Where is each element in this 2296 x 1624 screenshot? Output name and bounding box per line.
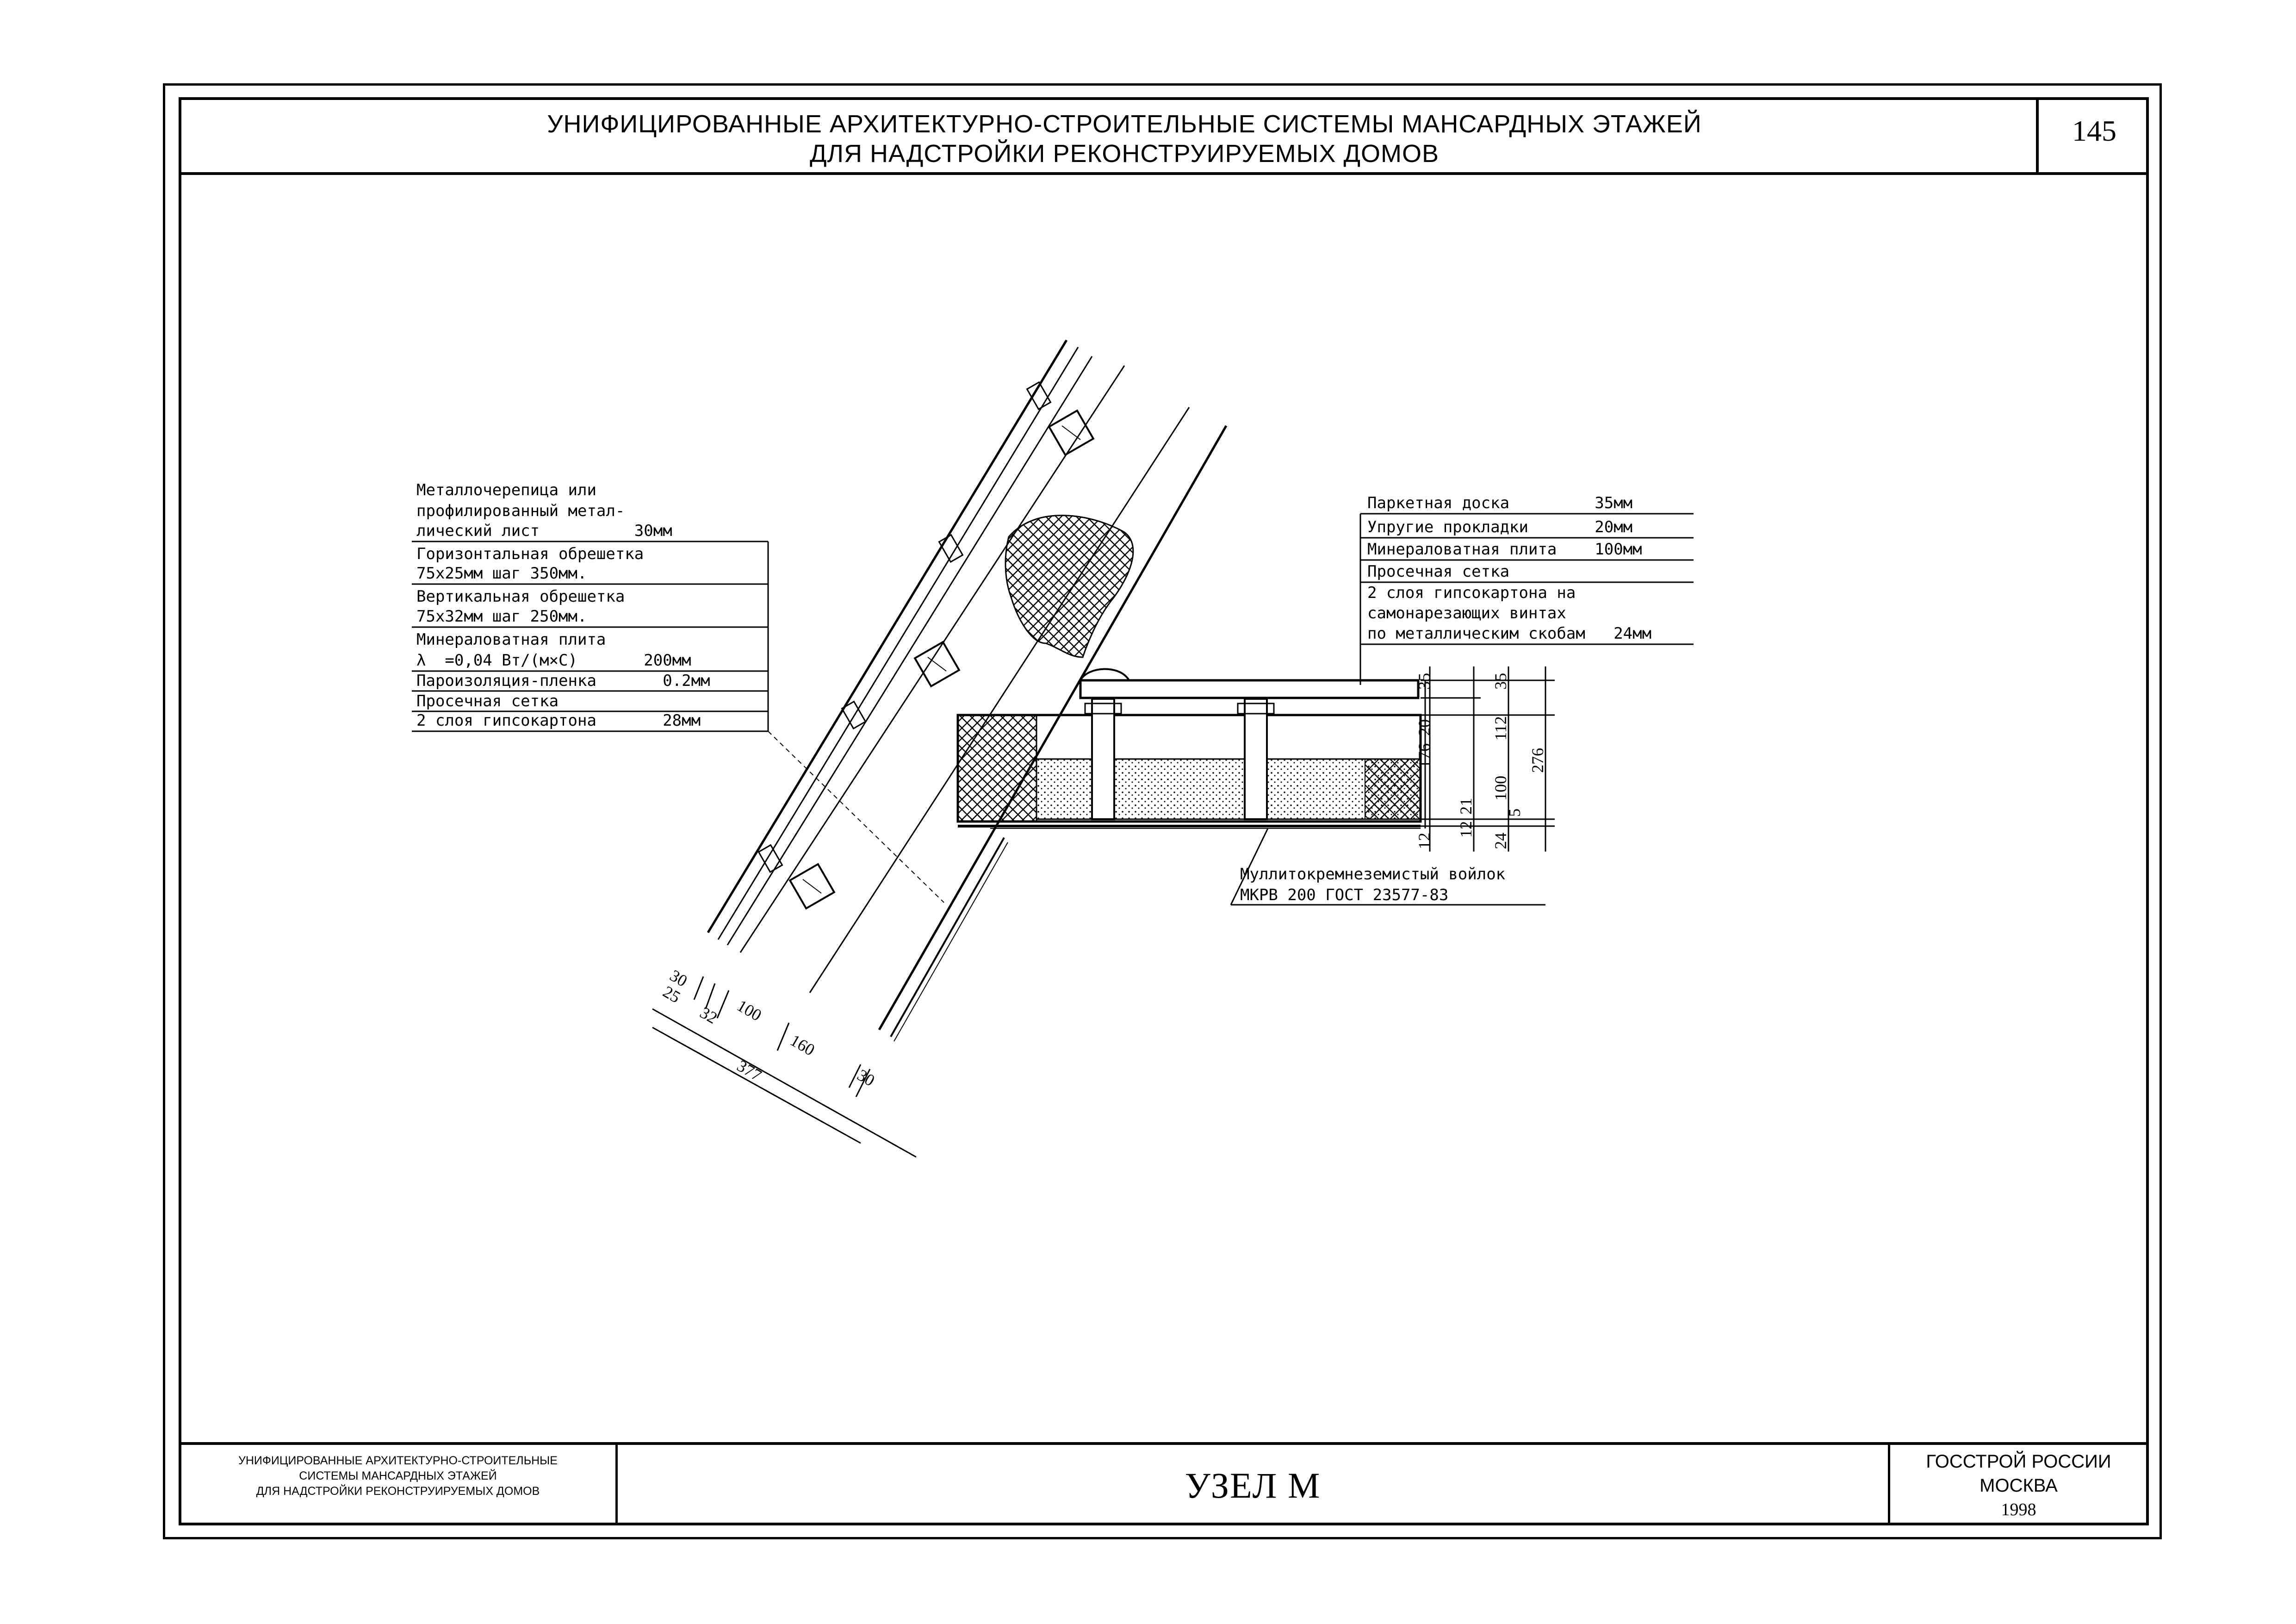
dim-35a: 35 (1415, 673, 1433, 690)
dim-5: 5 (1505, 809, 1524, 817)
roof-dimension-text (660, 966, 878, 1090)
floor-joist-2 (1245, 699, 1267, 819)
purlin-1 (1049, 411, 1093, 455)
floor-layer-1: Упругие прокладки 20мм (1367, 518, 1633, 536)
roof-line-1 (708, 340, 1067, 933)
dim-276: 276 (1528, 748, 1547, 773)
floor-layer-6: по металлическим скобам 24мм (1367, 624, 1652, 643)
dim-12a: 12 (1415, 833, 1433, 849)
parquet-board (1080, 680, 1418, 698)
roof-layer-5: Вертикальная обрешетка (416, 587, 625, 606)
footer-series-title (185, 1453, 611, 1499)
dim-377: 377 (734, 1056, 765, 1085)
floor-edge-insulation (958, 715, 1036, 821)
floor-layer-4: 2 слоя гипсокартона на (1367, 584, 1576, 602)
drawing-name: УЗЕЛ М (1185, 1465, 1321, 1506)
dim-24: 24 (1491, 833, 1510, 849)
dim-160: 160 (787, 1031, 818, 1059)
dim-25: 25 (660, 982, 684, 1007)
roof-layer-7: Минераловатная плита (416, 630, 606, 649)
footer-organization (1890, 1450, 2147, 1522)
year: 1998 (2001, 1500, 2036, 1519)
footer-divider (179, 1442, 2149, 1445)
roof-line-2 (718, 347, 1078, 940)
dim-100-roof: 100 (734, 996, 765, 1025)
page-number: 145 (2072, 114, 2116, 147)
dim-35b: 35 (1491, 673, 1510, 690)
roof-layer-8: λ =0,04 Вт/(м×С) 200мм (416, 651, 691, 670)
purlin-2 (915, 642, 959, 686)
footer-left-line-2: СИСТЕМЫ МАНСАРДНЫХ ЭТАЖЕЙ (299, 1469, 497, 1482)
roof-layer-3: Горизонтальная обрешетка (416, 545, 644, 563)
floor-layer-0: Паркетная доска 35мм (1367, 494, 1633, 512)
roof-line-5 (810, 407, 1189, 993)
roof-layer-11: 2 слоя гипсокартона 28мм (416, 711, 701, 730)
floor-label-text (1367, 494, 1651, 643)
dim-21: 21 (1457, 798, 1475, 815)
dim-30b: 30 (854, 1065, 878, 1090)
dim-176: 176 (1415, 743, 1433, 768)
floor-section (958, 669, 1425, 828)
roof-layer-2: лический лист 30мм (416, 522, 672, 540)
roof-layer-0: Металлочерепица или (416, 481, 596, 499)
roof-insulation-break (1005, 516, 1133, 657)
floor-layer-3: Просечная сетка (1367, 562, 1510, 581)
floor-joist-1 (1092, 699, 1114, 819)
title-line-2: ДЛЯ НАДСТРОЙКИ РЕКОНСТРУИРУЕМЫХ ДОМОВ (809, 140, 1440, 168)
roof-layer-1: профилированный метал- (416, 502, 625, 520)
dim-112: 112 (1491, 716, 1510, 740)
dim-32: 32 (697, 1003, 721, 1027)
roof-line-3 (727, 356, 1092, 945)
dim-100: 100 (1491, 776, 1510, 801)
roof-layer-9: Пароизоляция-пленка 0.2мм (416, 672, 710, 690)
footer-left-line-1: УНИФИЦИРОВАННЫЕ АРХИТЕКТУРНО-СТРОИТЕЛЬНЫЕ (238, 1454, 558, 1467)
roof-layer-6: 75х32мм шаг 250мм. (416, 607, 587, 626)
floor-dimension-text (1415, 673, 1547, 849)
roof-line-8 (894, 842, 1008, 1041)
roof-label-text (416, 481, 710, 730)
roof-section (708, 340, 1226, 1041)
title-line-1: УНИФИЦИРОВАННЫЕ АРХИТЕКТУРНО-СТРОИТЕЛЬНЫЕ СИСТЕМЫ МАНСАРДНЫХ ЭТАЖЕЙ (547, 110, 1702, 138)
org-line-2: МОСКВА (1980, 1475, 2058, 1496)
purlin-3 (790, 864, 834, 908)
roof-dimension-lines (652, 977, 916, 1157)
dim-12b: 12 (1457, 821, 1475, 838)
floor-layer-2: Минераловатная плита 100мм (1367, 540, 1642, 559)
roof-layer-10: Просечная сетка (416, 692, 559, 710)
dim-30: 30 (667, 966, 691, 990)
dim-20: 20 (1415, 719, 1433, 736)
roof-layer-4: 75х25мм шаг 350мм. (416, 564, 587, 583)
felt-note-line-2: МКРВ 200 ГОСТ 23577-83 (1240, 886, 1449, 904)
felt-note-line-1: Муллитокремнеземистый войлок (1240, 865, 1506, 884)
org-line-1: ГОССТРОЙ РОССИИ (1926, 1451, 2111, 1472)
floor-layer-5: самонарезающих винтах (1367, 604, 1566, 622)
footer-left-line-3: ДЛЯ НАДСТРОЙКИ РЕКОНСТРУИРУЕМЫХ ДОМОВ (256, 1485, 540, 1498)
